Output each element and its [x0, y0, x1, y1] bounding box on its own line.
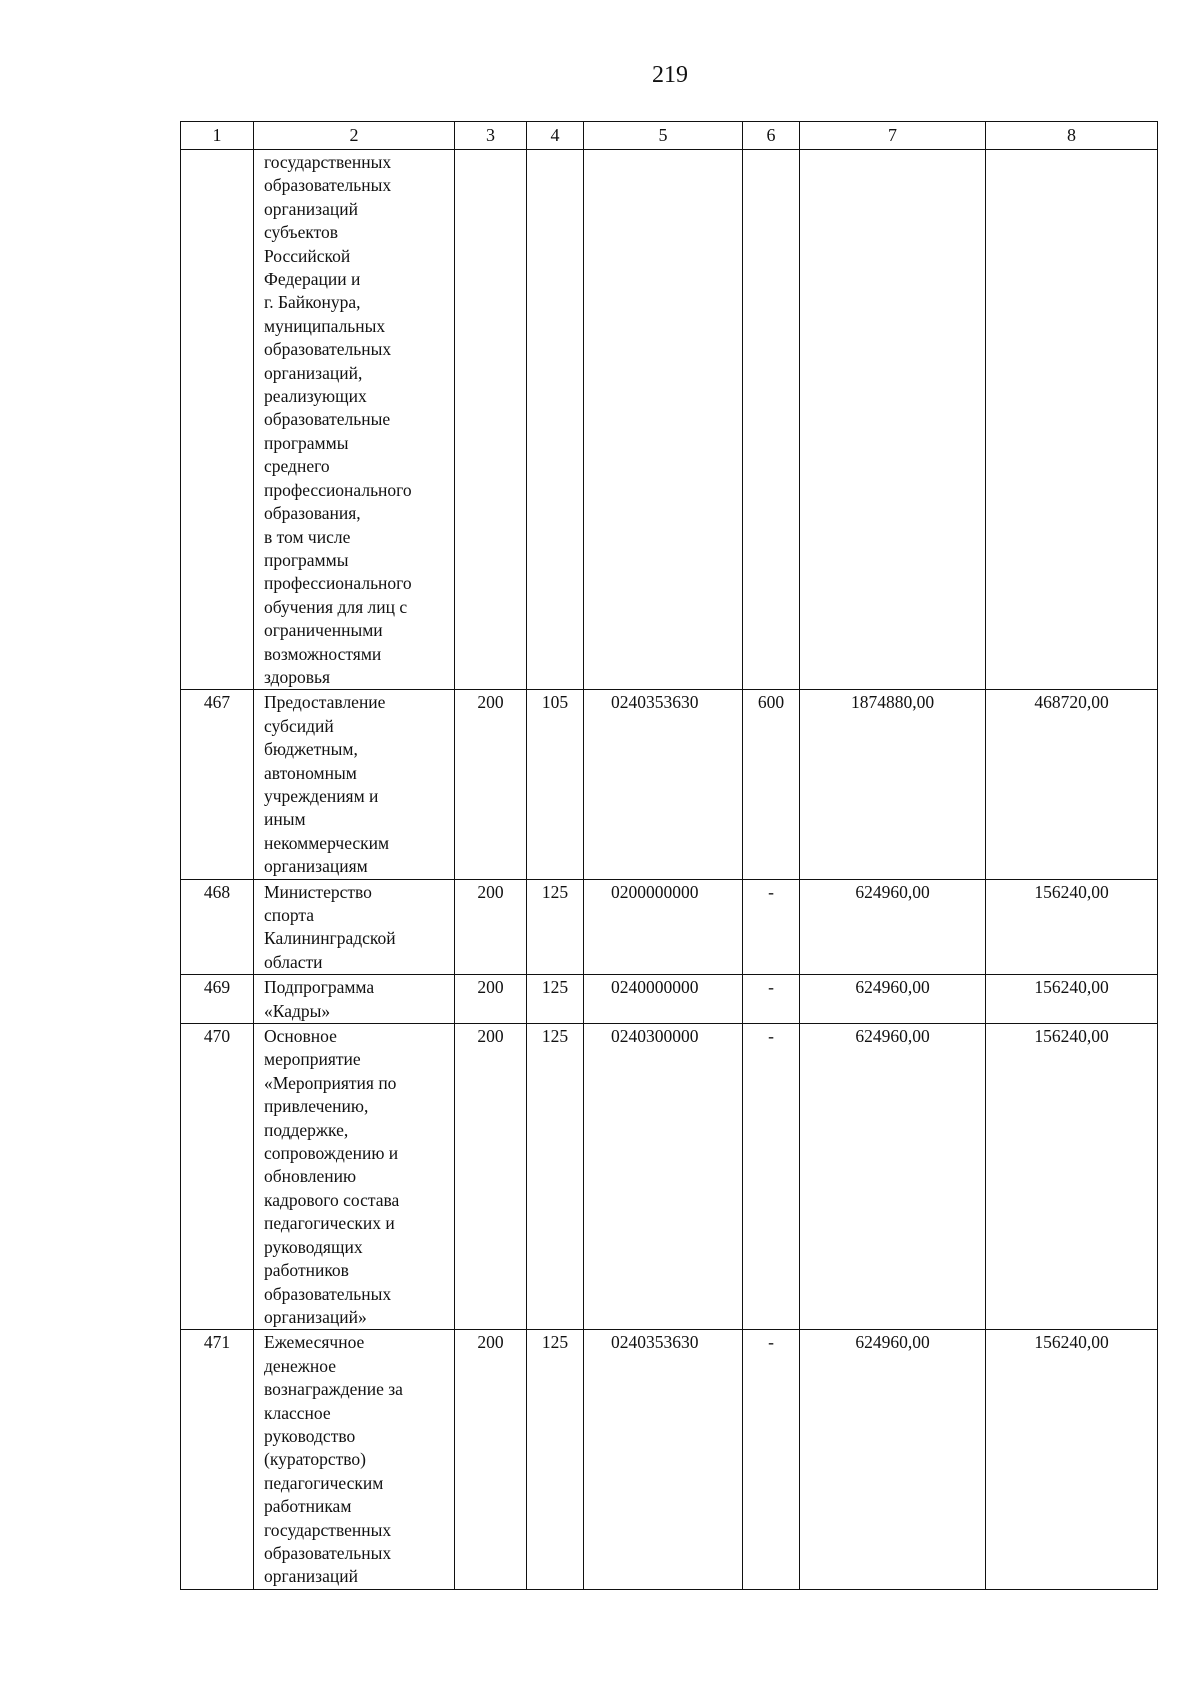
header-row [181, 122, 1158, 150]
row-col8: 468720,00 [986, 690, 1158, 879]
row-name: Ежемесячное денежное вознаграждение за классное руководство (кураторство) педагогическим работникам государственных образовательных организаций [254, 1330, 455, 1589]
row-col4 [527, 150, 584, 690]
row-number: 468 [181, 879, 254, 975]
row-col4: 125 [527, 879, 584, 975]
row-col3 [455, 150, 527, 690]
row-col6: - [743, 879, 800, 975]
header-cell: 2 [254, 122, 455, 150]
row-col5: 0200000000 [584, 879, 743, 975]
row-col8: 156240,00 [986, 1330, 1158, 1589]
table-row [181, 1024, 1158, 1330]
row-number: 467 [181, 690, 254, 879]
row-col8 [986, 150, 1158, 690]
row-col5 [584, 150, 743, 690]
header-cell: 6 [743, 122, 800, 150]
row-number: 471 [181, 1330, 254, 1589]
page-number: 219 [652, 62, 688, 88]
row-name: государственных образовательных организаций субъектов Российской Федерации и г. Байконура, муниципальных образовательных организаций, реализующих образовательные программы среднего профессионального образования, в том числе программы профессионального обучения для лиц с ограниченными возможностями здоровья [254, 150, 455, 690]
table-row [181, 879, 1158, 975]
row-col3: 200 [455, 690, 527, 879]
header-cell: 5 [584, 122, 743, 150]
row-col7 [800, 150, 986, 690]
row-number: 469 [181, 975, 254, 1024]
row-name: Предоставление субсидий бюджетным, автономным учреждениям и иным некоммерческим организациям [254, 690, 455, 879]
header-cell: 4 [527, 122, 584, 150]
table-row [181, 1330, 1158, 1589]
row-col7: 624960,00 [800, 1024, 986, 1330]
row-col5: 0240300000 [584, 1024, 743, 1330]
row-number [181, 150, 254, 690]
header-cell: 3 [455, 122, 527, 150]
header-cell: 1 [181, 122, 254, 150]
row-col6: 600 [743, 690, 800, 879]
row-col6: - [743, 975, 800, 1024]
row-col7: 624960,00 [800, 1330, 986, 1589]
budget-table [180, 121, 1158, 1590]
row-col5: 0240353630 [584, 1330, 743, 1589]
row-col6: - [743, 1024, 800, 1330]
row-col4: 105 [527, 690, 584, 879]
row-col7: 624960,00 [800, 975, 986, 1024]
row-number: 470 [181, 1024, 254, 1330]
row-col4: 125 [527, 975, 584, 1024]
row-col8: 156240,00 [986, 975, 1158, 1024]
row-name: Министерство спорта Калининградской области [254, 879, 455, 975]
header-cell: 7 [800, 122, 986, 150]
row-col6 [743, 150, 800, 690]
row-col3: 200 [455, 879, 527, 975]
row-col7: 624960,00 [800, 879, 986, 975]
table-row [181, 690, 1158, 879]
row-col4: 125 [527, 1024, 584, 1330]
row-col4: 125 [527, 1330, 584, 1589]
row-name: Подпрограмма «Кадры» [254, 975, 455, 1024]
row-col5: 0240353630 [584, 690, 743, 879]
row-col3: 200 [455, 1024, 527, 1330]
row-col3: 200 [455, 975, 527, 1024]
row-col8: 156240,00 [986, 1024, 1158, 1330]
row-name: Основное мероприятие «Мероприятия по привлечению, поддержке, сопровождению и обновлению кадрового состава педагогических и руководящих работников образовательных организаций» [254, 1024, 455, 1330]
table-row [181, 975, 1158, 1024]
row-col7: 1874880,00 [800, 690, 986, 879]
row-col3: 200 [455, 1330, 527, 1589]
row-col8: 156240,00 [986, 879, 1158, 975]
header-cell: 8 [986, 122, 1158, 150]
row-col5: 0240000000 [584, 975, 743, 1024]
row-col6: - [743, 1330, 800, 1589]
table-row [181, 150, 1158, 690]
